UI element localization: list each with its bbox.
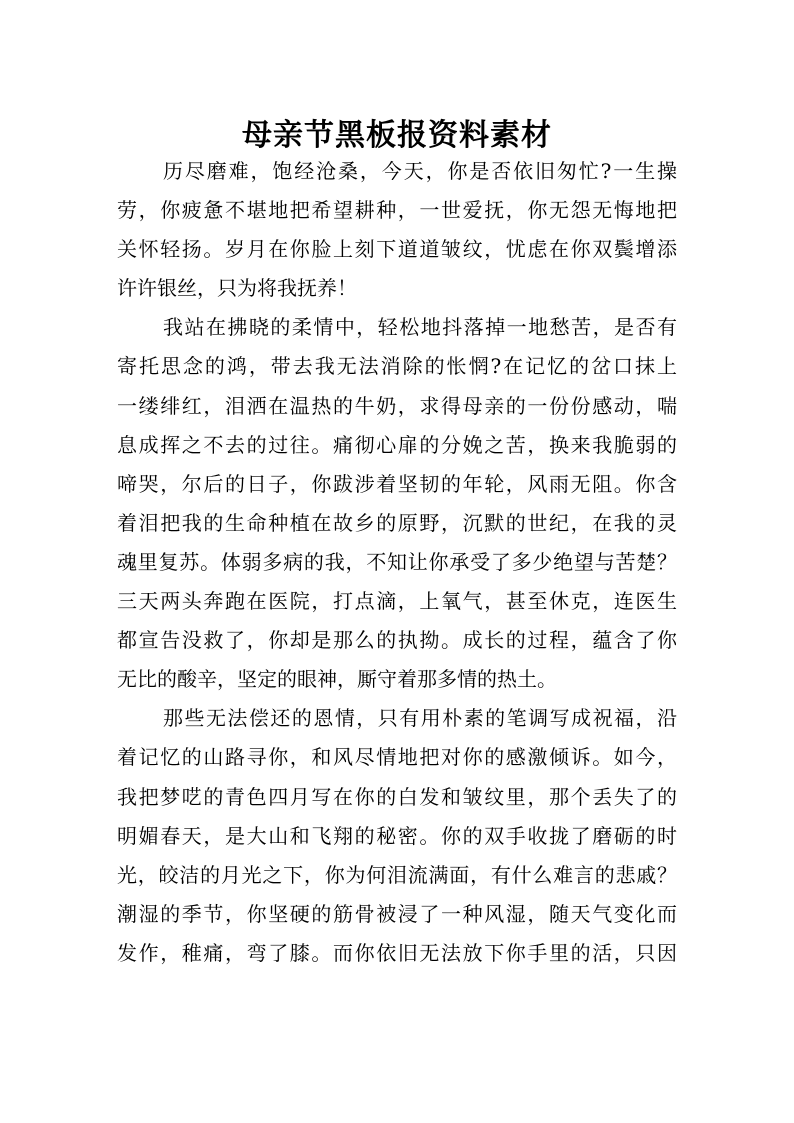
paragraph-line: 那些无法偿还的恩情，只有用朴素的笔调写成祝福，沿 [163, 706, 677, 731]
paragraph-line: 潮湿的季节，你坚硬的筋骨被浸了一种风湿，随天气变化而 [117, 901, 677, 926]
paragraph-line: 着泪把我的生命种植在故乡的原野，沉默的世纪，在我的灵 [117, 510, 677, 535]
paragraph-line: 历尽磨难，饱经沧桑，今天，你是否依旧匆忙?一生操 [163, 159, 677, 183]
paragraph-line: 发作，稚痛，弯了膝。而你依旧无法放下你手里的活，只因 [117, 940, 677, 965]
paragraph-line: 明媚春天，是大山和飞翔的秘密。你的双手收拢了磨砺的时 [117, 823, 677, 848]
paragraph-line: 都宣告没救了，你却是那么的执拗。成长的过程，蕴含了你 [117, 628, 677, 653]
document-body [117, 152, 677, 973]
paragraph-line: 啼哭，尔后的日子，你跋涉着坚韧的年轮，风雨无阻。你含 [117, 471, 677, 496]
paragraph-line: 着记忆的山路寻你，和风尽情地把对你的感激倾诉。如今， [117, 745, 677, 770]
document-title: 母亲节黑板报资料素材 [242, 118, 552, 154]
paragraph-2 [117, 308, 677, 699]
paragraph-line: 劳，你疲惫不堪地把希望耕种，一世爱抚，你无怨无悔地把 [117, 198, 677, 223]
paragraph-line: 息成挥之不去的过往。痛彻心扉的分娩之苦，换来我脆弱的 [117, 432, 677, 457]
paragraph-line: 寄托思念的鸿，带去我无法消除的怅惘?在记忆的岔口抹上 [117, 354, 677, 379]
paragraph-line: 关怀轻扬。岁月在你脸上刻下道道皱纹，忧虑在你双鬓增添 [117, 237, 677, 262]
paragraph-1 [117, 152, 677, 308]
paragraph-line: 我站在拂晓的柔情中，轻松地抖落掉一地愁苦，是否有 [163, 315, 677, 340]
paragraph-3 [117, 699, 677, 973]
paragraph-line: 魂里复苏。体弱多病的我，不知让你承受了多少绝望与苦楚？ [117, 549, 677, 574]
paragraph-line: 三天两头奔跑在医院，打点滴，上氧气，甚至休克，连医生 [117, 589, 677, 614]
paragraph-line: 我把梦呓的青色四月写在你的白发和皱纹里，那个丢失了的 [117, 784, 677, 809]
paragraph-line: 光，皎洁的月光之下，你为何泪流满面，有什么难言的悲戚？ [117, 862, 677, 887]
paragraph-line: 许许银丝，只为将我抚养！ [117, 276, 357, 301]
paragraph-line: 一缕绯红，泪洒在温热的牛奶，求得母亲的一份份感动，喘 [117, 393, 677, 418]
paragraph-line: 无比的酸辛，坚定的眼神，厮守着那多情的热土。 [117, 667, 557, 692]
